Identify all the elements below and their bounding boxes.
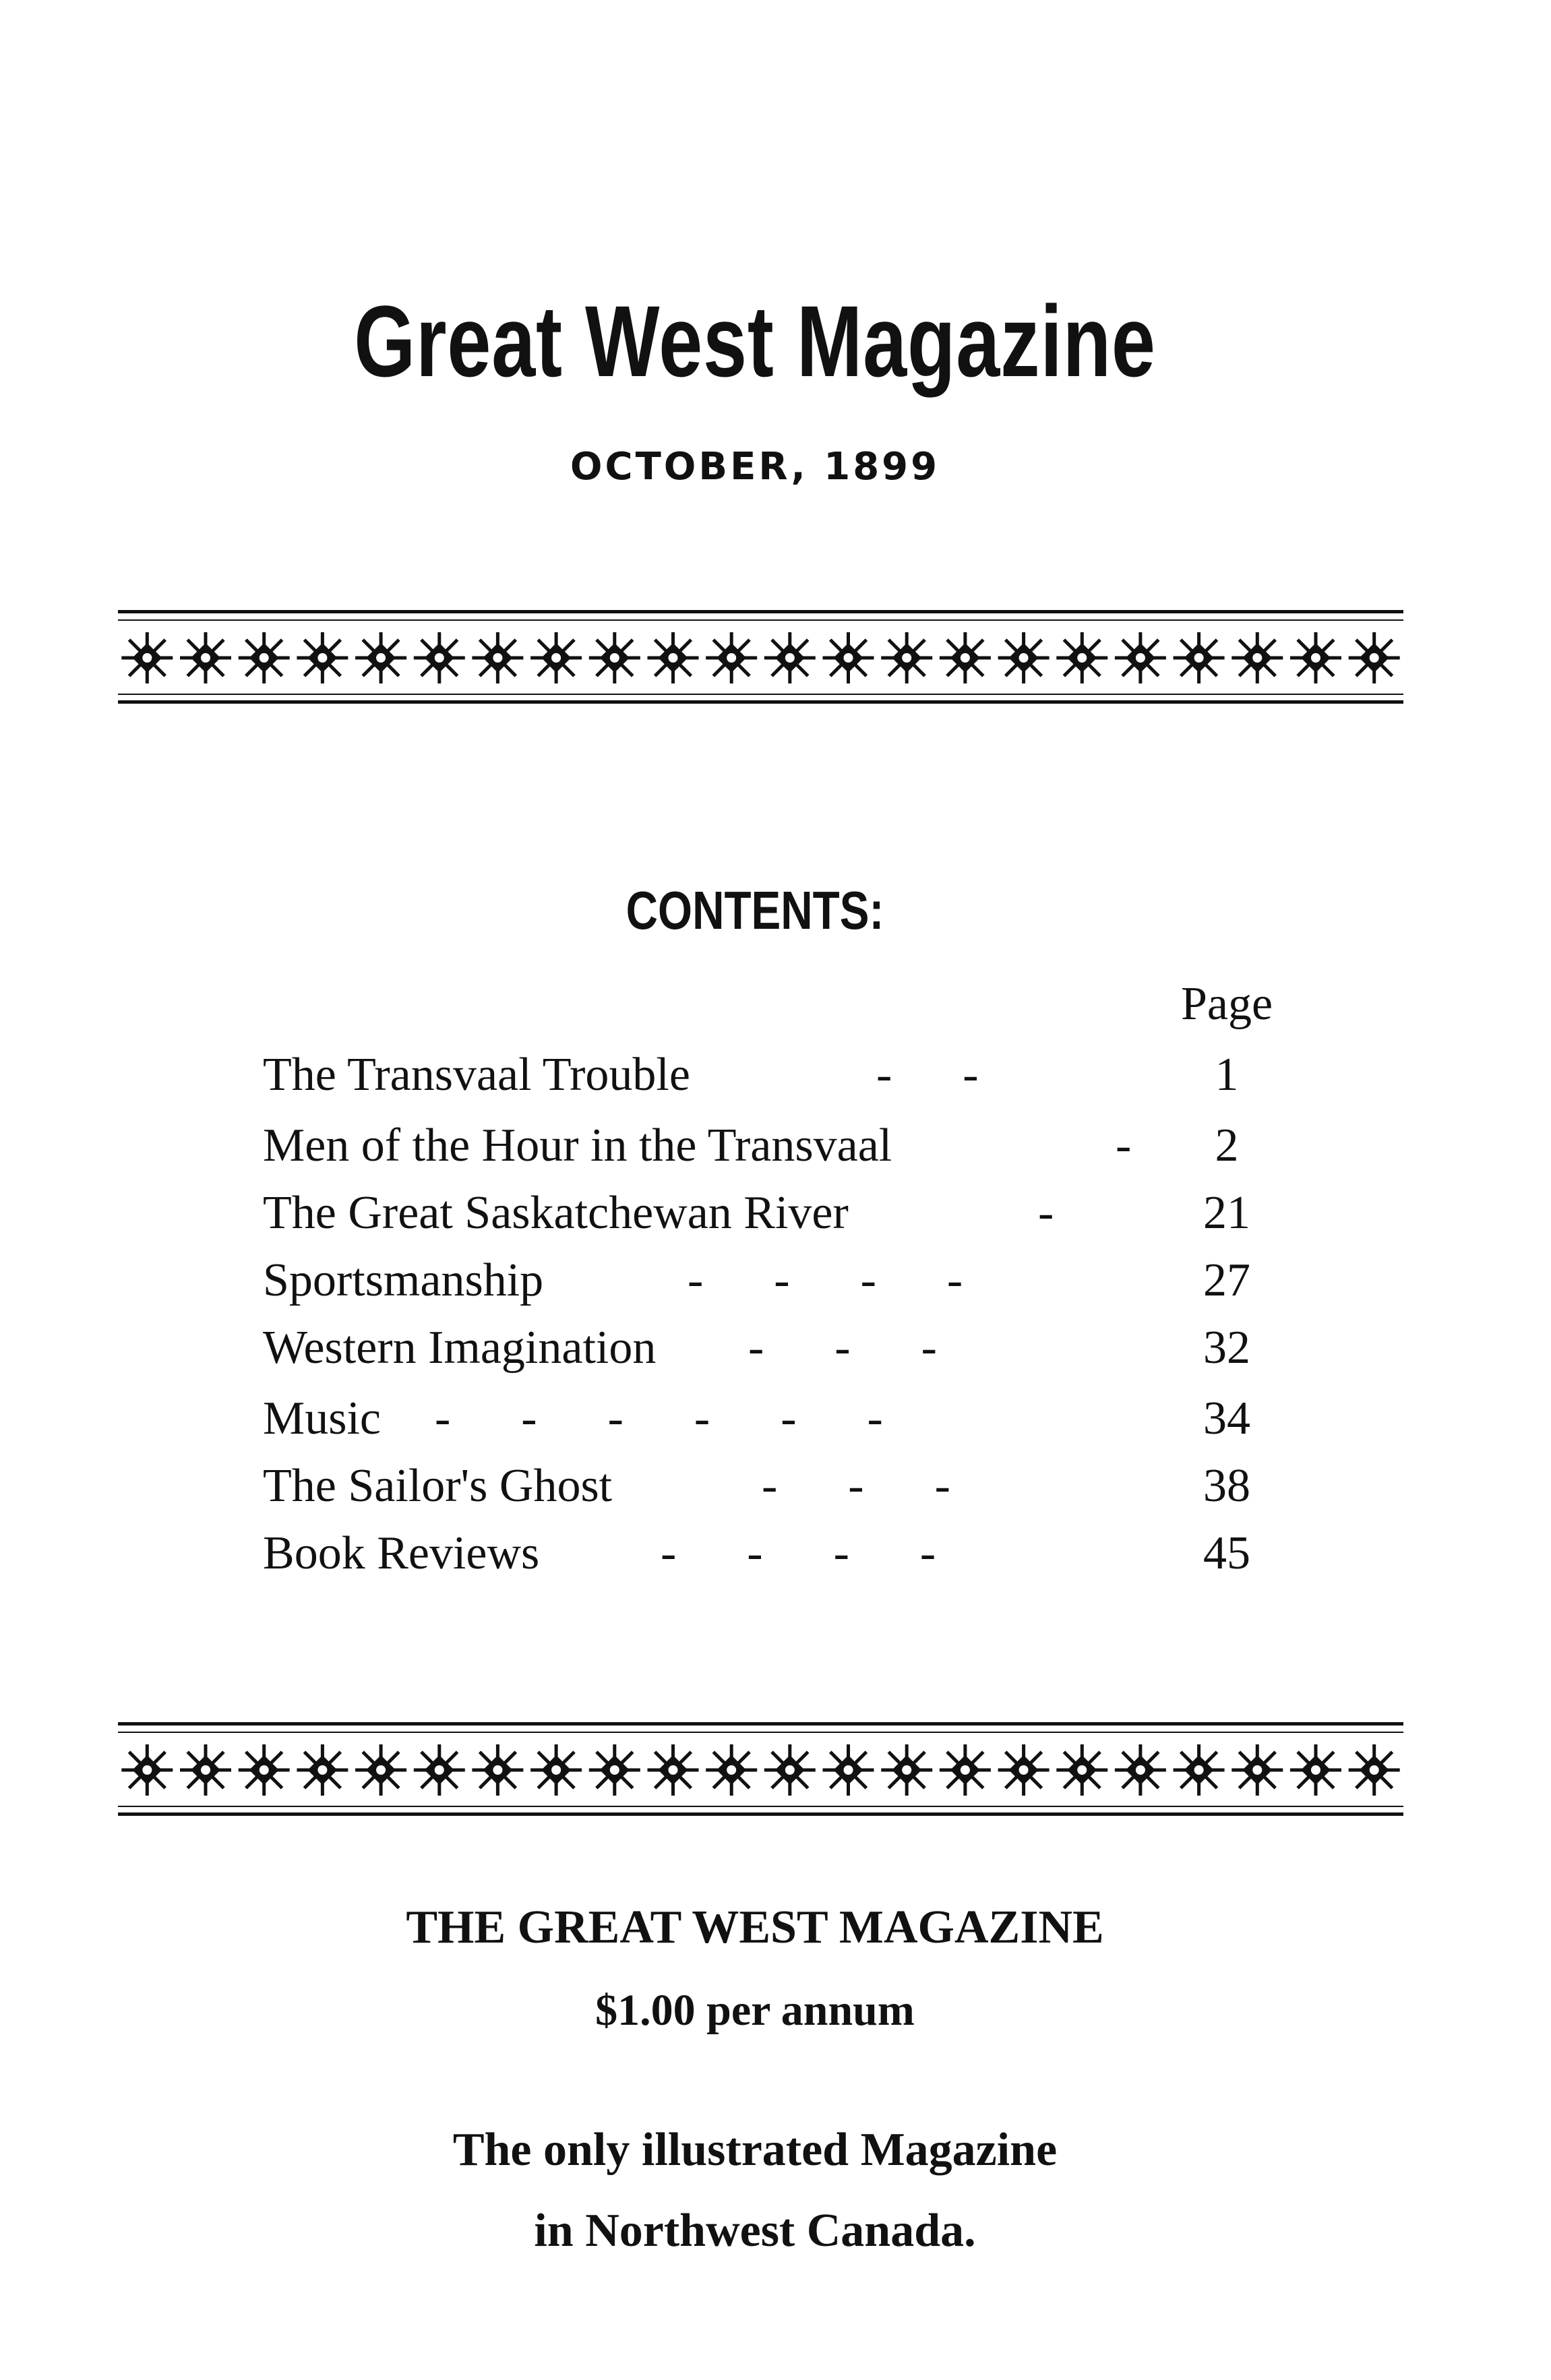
toc-entry-page: 38 — [1203, 1460, 1250, 1512]
issue-date: OCTOBER, 1899 — [570, 445, 940, 489]
toc-entry-page: 1 — [1215, 1049, 1239, 1101]
magazine-title: Great West Magazine — [354, 284, 1156, 398]
toc-entry — [263, 1392, 1321, 1459]
toc-entry-page: 34 — [1203, 1393, 1250, 1444]
toc-entry-title: Western Imagination — [263, 1322, 657, 1374]
toc-entry-leader: - — [1116, 1120, 1132, 1171]
toc-entry — [263, 1254, 1321, 1321]
ornamental-border-bottom — [118, 1722, 1403, 1817]
toc-entry-title: Men of the Hour in the Transvaal — [263, 1120, 892, 1171]
advertisement-name: THE GREAT WEST MAGAZINE — [406, 1901, 1104, 1953]
toc-entry-title: Music — [263, 1393, 381, 1444]
toc-entry-page: 27 — [1203, 1254, 1250, 1306]
toc-entry-page: 45 — [1203, 1527, 1250, 1579]
toc-entry-leader: - - - - - - — [435, 1393, 883, 1444]
tagline-line-1: The only illustrated Magazine — [452, 2124, 1058, 2176]
ornamental-border-icon — [118, 628, 1403, 688]
ornamental-border-top — [118, 610, 1403, 704]
toc-entry — [263, 1321, 1321, 1389]
toc-entry-title: The Transvaal Trouble — [263, 1049, 690, 1101]
toc-entry — [263, 1186, 1321, 1254]
toc-entry-leader: - - - - — [688, 1254, 963, 1306]
toc-entry — [263, 1527, 1321, 1594]
toc-entry — [263, 1459, 1321, 1527]
toc-entry — [263, 1048, 1321, 1116]
toc-entry — [263, 1119, 1321, 1186]
ornamental-border-icon — [118, 1740, 1403, 1800]
toc-entry-title: Book Reviews — [263, 1527, 540, 1579]
subscription-price: $1.00 per annum — [595, 1986, 915, 2035]
toc-entry-title: Sportsmanship — [263, 1254, 544, 1306]
toc-entry-title: The Sailor's Ghost — [263, 1460, 613, 1512]
toc-entry-title: The Great Saskatchewan River — [263, 1187, 849, 1239]
toc-entry-page: 32 — [1203, 1322, 1250, 1374]
toc-entry-leader: - — [1038, 1187, 1054, 1239]
page-column-label: Page — [1180, 978, 1273, 1030]
toc-entry-leader: - - - — [762, 1460, 950, 1512]
tagline-line-2: in Northwest Canada. — [534, 2205, 976, 2257]
toc-entry-leader: - - — [876, 1049, 979, 1101]
toc-entry-page: 2 — [1215, 1120, 1239, 1171]
toc-entry-leader: - - - - — [661, 1527, 936, 1579]
toc-entry-leader: - - - — [748, 1322, 937, 1374]
toc-entry-page: 21 — [1203, 1187, 1250, 1239]
contents-heading: CONTENTS: — [626, 880, 884, 940]
